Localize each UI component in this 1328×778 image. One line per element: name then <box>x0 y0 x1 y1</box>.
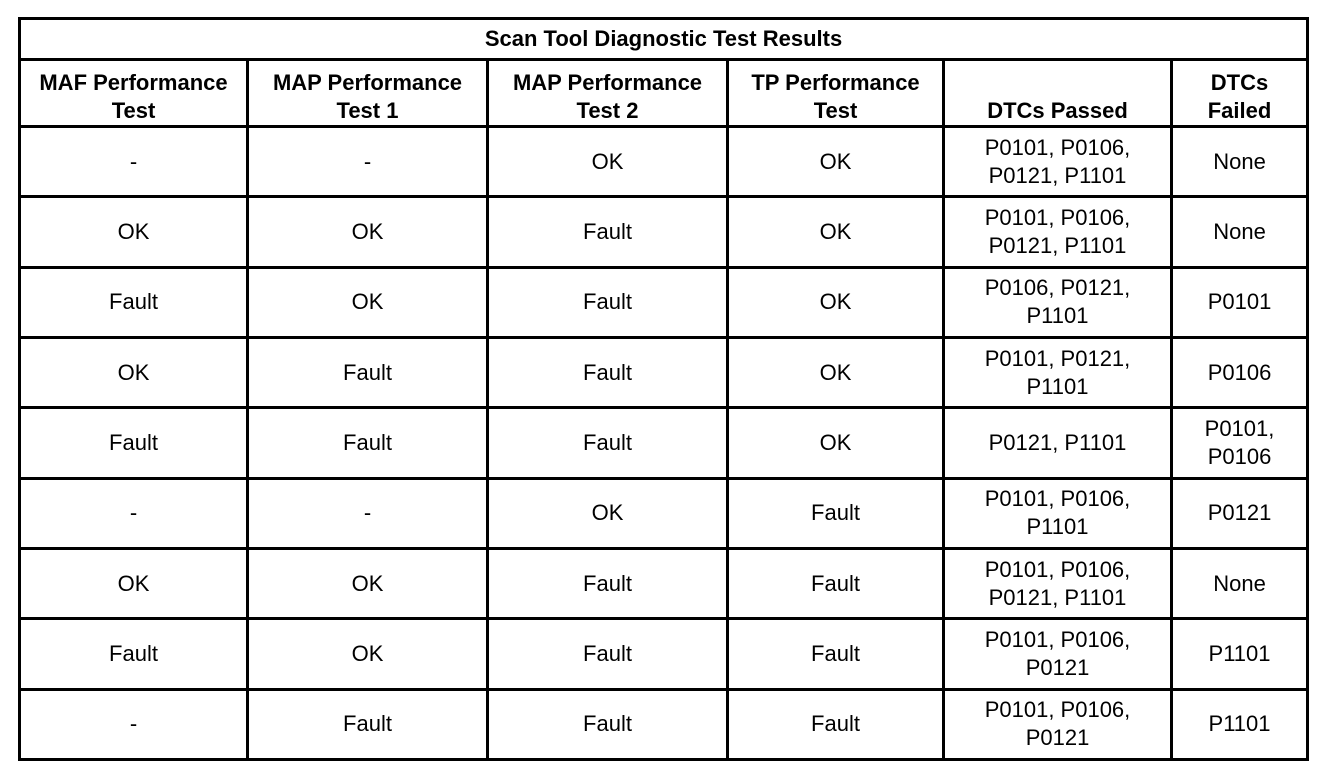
cell-map2: Fault <box>488 337 728 407</box>
cell-tp: Fault <box>728 619 944 689</box>
cell-tp: Fault <box>728 548 944 618</box>
cell-dtcs-failed: P0106 <box>1172 337 1308 407</box>
cell-map2: Fault <box>488 689 728 759</box>
cell-dtcs-failed: P0121 <box>1172 478 1308 548</box>
cell-dtcs-passed: P0101, P0106, P0121, P1101 <box>944 548 1172 618</box>
table-row <box>20 619 1308 689</box>
table-row <box>20 689 1308 759</box>
cell-map1: OK <box>248 548 488 618</box>
cell-map1: Fault <box>248 337 488 407</box>
cell-maf: - <box>20 689 248 759</box>
cell-map2: Fault <box>488 267 728 337</box>
cell-dtcs-failed: P0101 <box>1172 267 1308 337</box>
table-row <box>20 197 1308 267</box>
cell-dtcs-passed: P0101, P0106, P0121 <box>944 619 1172 689</box>
cell-dtcs-failed: None <box>1172 127 1308 197</box>
cell-tp: OK <box>728 408 944 478</box>
cell-dtcs-passed: P0121, P1101 <box>944 408 1172 478</box>
cell-map1: - <box>248 127 488 197</box>
cell-map1: - <box>248 478 488 548</box>
cell-dtcs-passed: P0106, P0121, P1101 <box>944 267 1172 337</box>
cell-map2: Fault <box>488 548 728 618</box>
cell-map2: Fault <box>488 408 728 478</box>
cell-dtcs-passed: P0101, P0106, P1101 <box>944 478 1172 548</box>
cell-maf: OK <box>20 337 248 407</box>
cell-maf: Fault <box>20 619 248 689</box>
cell-dtcs-passed: P0101, P0106, P0121, P1101 <box>944 197 1172 267</box>
cell-tp: OK <box>728 337 944 407</box>
cell-dtcs-failed: P0101, P0106 <box>1172 408 1308 478</box>
cell-tp: OK <box>728 197 944 267</box>
header-map-performance-test-2: MAP Performance Test 2 <box>488 60 728 127</box>
diagnostic-results-table <box>18 17 1309 761</box>
header-maf-performance-test: MAF Performance Test <box>20 60 248 127</box>
cell-tp: Fault <box>728 689 944 759</box>
cell-maf: Fault <box>20 267 248 337</box>
table-row <box>20 548 1308 618</box>
cell-dtcs-passed: P0101, P0106, P0121, P1101 <box>944 127 1172 197</box>
cell-dtcs-passed: P0101, P0106, P0121 <box>944 689 1172 759</box>
header-dtcs-passed: DTCs Passed <box>944 60 1172 127</box>
table-row <box>20 478 1308 548</box>
header-map-performance-test-1: MAP Performance Test 1 <box>248 60 488 127</box>
cell-tp: OK <box>728 267 944 337</box>
cell-map1: Fault <box>248 408 488 478</box>
cell-map1: OK <box>248 197 488 267</box>
title-row <box>20 19 1308 60</box>
table-row <box>20 267 1308 337</box>
cell-maf: - <box>20 127 248 197</box>
table-row <box>20 127 1308 197</box>
cell-dtcs-failed: None <box>1172 197 1308 267</box>
cell-dtcs-failed: None <box>1172 548 1308 618</box>
header-row <box>20 60 1308 127</box>
header-tp-performance-test: TP Performance Test <box>728 60 944 127</box>
cell-maf: Fault <box>20 408 248 478</box>
cell-tp: OK <box>728 127 944 197</box>
cell-tp: Fault <box>728 478 944 548</box>
cell-dtcs-failed: P1101 <box>1172 689 1308 759</box>
cell-map1: OK <box>248 619 488 689</box>
cell-maf: OK <box>20 197 248 267</box>
table-row <box>20 337 1308 407</box>
cell-map2: Fault <box>488 197 728 267</box>
cell-map2: Fault <box>488 619 728 689</box>
table-row <box>20 408 1308 478</box>
header-dtcs-failed: DTCs Failed <box>1172 60 1308 127</box>
cell-dtcs-failed: P1101 <box>1172 619 1308 689</box>
cell-map2: OK <box>488 478 728 548</box>
cell-map1: Fault <box>248 689 488 759</box>
cell-map1: OK <box>248 267 488 337</box>
cell-maf: - <box>20 478 248 548</box>
table-title: Scan Tool Diagnostic Test Results <box>20 19 1308 60</box>
cell-maf: OK <box>20 548 248 618</box>
cell-map2: OK <box>488 127 728 197</box>
cell-dtcs-passed: P0101, P0121, P1101 <box>944 337 1172 407</box>
